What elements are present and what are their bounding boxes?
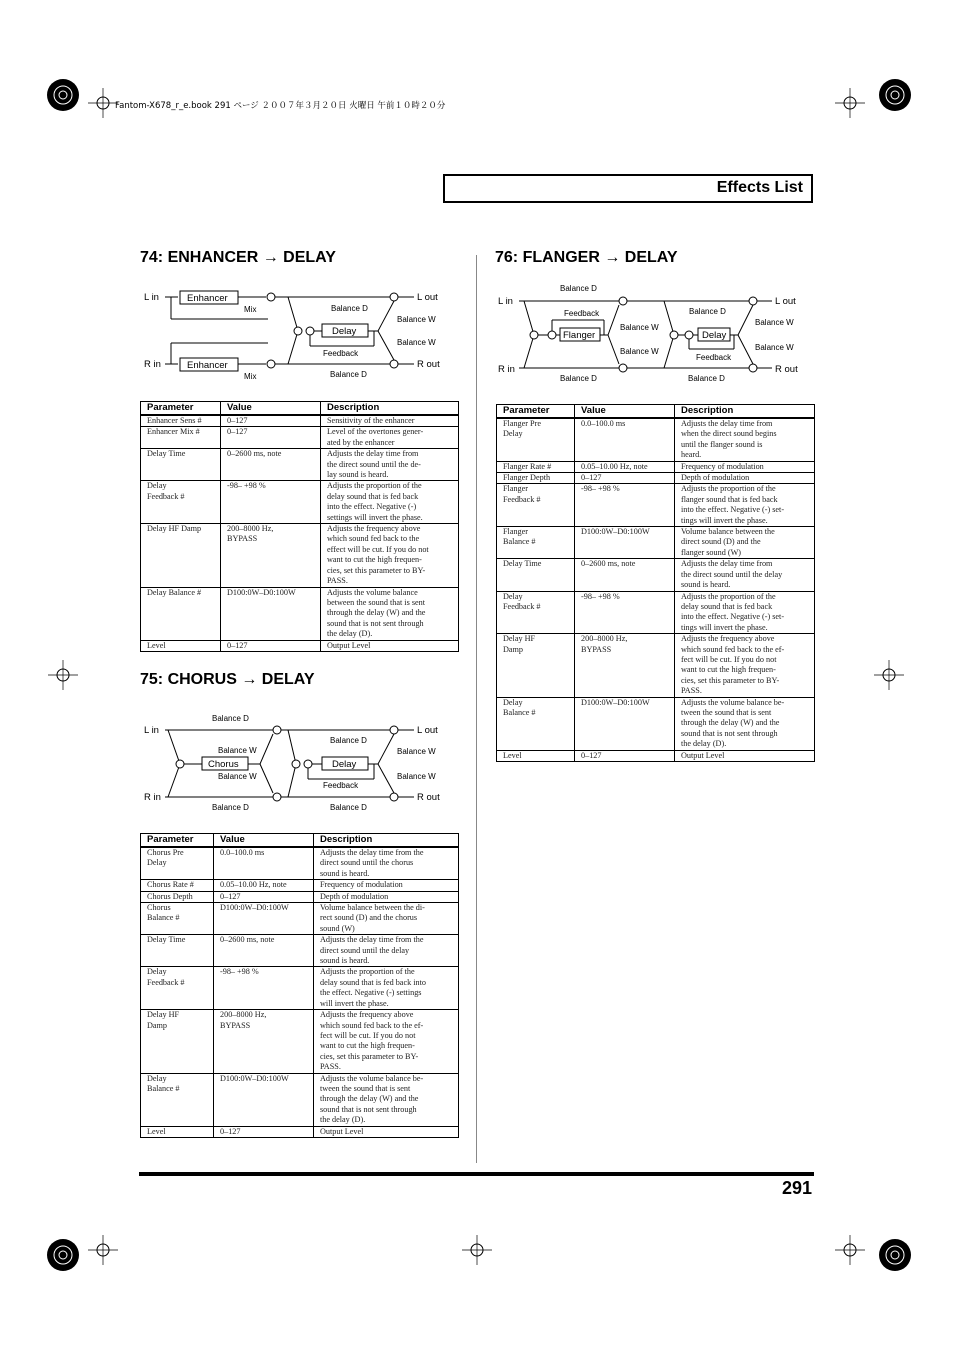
cell-parameter: Enhancer Mix # — [141, 427, 221, 449]
cell-parameter: Delay Balance # — [141, 587, 221, 640]
diagram-74 — [138, 283, 458, 383]
cell-value: 0–127 — [575, 473, 675, 484]
cell-parameter: Flanger Rate # — [497, 461, 575, 472]
label-balance-d-l: Balance D — [330, 736, 367, 745]
label-feedback-delay: Feedback — [696, 353, 732, 362]
label-balance-d-r: Balance D — [330, 803, 367, 812]
cell-value: 0.0–100.0 ms — [575, 418, 675, 461]
label-r-in: R in — [144, 359, 161, 370]
label-balance-w-top: Balance W — [218, 746, 257, 755]
label-mix-r: Mix — [244, 372, 257, 381]
table-row — [141, 427, 459, 449]
cell-description: Output Level — [675, 750, 815, 761]
label-balance-d-top: Balance D — [560, 284, 597, 293]
label-balance-w-r: Balance W — [397, 772, 436, 781]
cell-parameter: Flanger Pre Delay — [497, 418, 575, 461]
label-balance-w-l: Balance W — [397, 315, 436, 324]
cell-description: Adjusts the delay time from the direct sound until the delay sound is heard. — [675, 559, 815, 591]
label-l-out: L out — [775, 296, 796, 307]
cell-value: 0–2600 ms, note — [214, 935, 314, 967]
cell-description: Adjusts the delay time from the direct sound until the chorus sound is heard. — [314, 847, 459, 880]
col-value: Value — [575, 405, 675, 419]
cell-value: D100:0W–D0:100W — [575, 697, 675, 750]
cell-value: 0–127 — [221, 640, 321, 651]
cell-parameter: Delay HF Damp — [141, 524, 221, 587]
cell-description: Frequency of modulation — [675, 461, 815, 472]
table-row — [141, 1073, 459, 1126]
cell-value: D100:0W–D0:100W — [214, 1073, 314, 1126]
label-r-in: R in — [144, 792, 161, 803]
table-row — [497, 697, 815, 750]
registration-mark-top-left — [40, 72, 86, 123]
cell-value: 0.05–10.00 Hz, note — [214, 880, 314, 891]
cell-parameter: Delay HF Damp — [141, 1010, 214, 1073]
block-enhancer-r: Enhancer — [187, 360, 228, 371]
page-number: 291 — [781, 1178, 812, 1198]
label-balance-w-bottom: Balance W — [218, 772, 257, 781]
page-footer-rule — [139, 1172, 814, 1176]
table-row — [141, 481, 459, 524]
table-row — [141, 1126, 459, 1137]
table-row — [141, 640, 459, 651]
col-value: Value — [221, 402, 321, 416]
crosshair-mark-top-right — [835, 88, 865, 123]
cell-parameter: Flanger Depth — [497, 473, 575, 484]
cell-parameter: Delay Time — [497, 559, 575, 591]
cell-value: 200–8000 Hz, BYPASS — [214, 1010, 314, 1073]
table-row — [141, 935, 459, 967]
cell-parameter: Chorus Pre Delay — [141, 847, 214, 880]
cell-description: Adjusts the delay time from the direct sound until the de- lay sound is heard. — [321, 449, 459, 481]
col-description: Description — [314, 834, 459, 848]
table-74 — [140, 401, 459, 652]
table-row — [497, 559, 815, 591]
table-row — [497, 418, 815, 461]
col-parameter: Parameter — [497, 405, 575, 419]
book-header-line: Fantom-X678_r_e.book 291 ページ ２００７年３月２０日 火曜日 午前１０時２０分 — [115, 101, 446, 111]
table-row — [141, 967, 459, 1010]
cell-value: 0.05–10.00 Hz, note — [575, 461, 675, 472]
cell-description: Adjusts the frequency above which sound fed back to the ef- fect will be cut. If you do not want to cut the high frequen- cies, set this parameter to BY- PASS. — [675, 634, 815, 697]
cell-description: Depth of modulation — [314, 891, 459, 902]
col-parameter: Parameter — [141, 402, 221, 416]
label-balance-d-l: Balance D — [689, 307, 726, 316]
label-balance-w-l: Balance W — [397, 747, 436, 756]
col-description: Description — [321, 402, 459, 416]
block-delay: Delay — [702, 330, 727, 341]
label-mix-l: Mix — [244, 305, 257, 314]
table-row — [497, 473, 815, 484]
table-row — [497, 461, 815, 472]
block-enhancer-l: Enhancer — [187, 293, 228, 304]
cell-value: -98– +98 % — [214, 967, 314, 1010]
label-balance-d-r: Balance D — [688, 374, 725, 383]
crosshair-mark-bottom-left — [88, 1235, 118, 1270]
label-balance-d-bottom: Balance D — [560, 374, 597, 383]
cell-description: Adjusts the proportion of the delay sound that is fed back into the effect. Negative (-) settings will invert the phase. — [314, 967, 459, 1010]
table-row — [141, 524, 459, 587]
table-75 — [140, 833, 459, 1138]
table-row — [141, 880, 459, 891]
cell-description: Adjusts the proportion of the delay sound that is fed back into the effect. Negative (-) set- tings will invert the phase. — [675, 591, 815, 634]
cell-description: Adjusts the volume balance between the sound that is sent through the delay (W) and the sound that is not sent through the delay (D). — [321, 587, 459, 640]
table-row — [497, 527, 815, 559]
label-r-out: R out — [417, 792, 440, 803]
label-l-in: L in — [498, 296, 513, 307]
cell-value: 0–2600 ms, note — [575, 559, 675, 591]
diagram-75 — [138, 712, 458, 812]
cell-value: 200–8000 Hz, BYPASS — [575, 634, 675, 697]
cell-value: D100:0W–D0:100W — [214, 903, 314, 935]
table-row — [141, 847, 459, 880]
registration-mark-bottom-left — [40, 1232, 86, 1283]
cell-description: Volume balance between the di- rect sound (D) and the chorus sound (W) — [314, 903, 459, 935]
registration-mark-bottom-right — [872, 1232, 918, 1283]
registration-mark-top-right — [872, 72, 918, 123]
label-balance-w-r: Balance W — [755, 343, 794, 352]
cell-parameter: Delay Time — [141, 935, 214, 967]
heading-76: 76: FLANGER → DELAY — [495, 249, 678, 266]
col-value: Value — [214, 834, 314, 848]
cell-value: -98– +98 % — [221, 481, 321, 524]
cell-description: Adjusts the volume balance be- tween the sound that is sent through the delay (W) and the sound that is not sent through the delay (D). — [675, 697, 815, 750]
block-flanger: Flanger — [563, 330, 596, 341]
cell-parameter: Chorus Depth — [141, 891, 214, 902]
cell-description: Adjusts the proportion of the delay sound that is fed back into the effect. Negative (-) settings will invert the phase. — [321, 481, 459, 524]
heading-75: 75: CHORUS → DELAY — [140, 671, 315, 688]
block-delay: Delay — [332, 326, 357, 337]
crosshair-mark-left — [48, 660, 78, 695]
table-row — [141, 891, 459, 902]
cell-parameter: Delay Feedback # — [141, 481, 221, 524]
label-feedback-flanger: Feedback — [564, 309, 600, 318]
col-description: Description — [675, 405, 815, 419]
label-r-out: R out — [775, 364, 798, 375]
cell-description: Depth of modulation — [675, 473, 815, 484]
cell-description: Adjusts the delay time from the direct sound until the delay sound is heard. — [314, 935, 459, 967]
cell-parameter: Enhancer Sens # — [141, 415, 221, 427]
cell-parameter: Level — [141, 640, 221, 651]
table-row — [497, 634, 815, 697]
cell-parameter: Chorus Balance # — [141, 903, 214, 935]
crosshair-mark-bottom-right — [835, 1235, 865, 1270]
cell-parameter: Flanger Balance # — [497, 527, 575, 559]
label-l-in: L in — [144, 725, 159, 736]
cell-description: Adjusts the delay time from when the direct sound begins until the flanger sound is heard. — [675, 418, 815, 461]
diagram-76 — [494, 279, 814, 389]
section-title: Effects List — [716, 179, 803, 196]
section-header-box — [443, 174, 813, 203]
cell-parameter: Flanger Feedback # — [497, 484, 575, 527]
table-row — [497, 484, 815, 527]
crosshair-mark-right — [874, 660, 904, 695]
column-divider — [476, 255, 477, 1163]
label-r-out: R out — [417, 359, 440, 370]
table-row — [141, 587, 459, 640]
crosshair-mark-bottom-center — [462, 1235, 492, 1270]
cell-value: 0.0–100.0 ms — [214, 847, 314, 880]
table-row — [141, 449, 459, 481]
cell-description: Frequency of modulation — [314, 880, 459, 891]
cell-description: Output Level — [321, 640, 459, 651]
label-balance-d-r: Balance D — [330, 370, 367, 379]
table-row — [141, 415, 459, 427]
cell-parameter: Delay Time — [141, 449, 221, 481]
label-balance-d-l: Balance D — [331, 304, 368, 313]
cell-value: 0–2600 ms, note — [221, 449, 321, 481]
cell-value: D100:0W–D0:100W — [575, 527, 675, 559]
cell-value: -98– +98 % — [575, 484, 675, 527]
cell-value: -98– +98 % — [575, 591, 675, 634]
label-feedback: Feedback — [323, 349, 359, 358]
cell-description: Adjusts the proportion of the flanger sound that is fed back into the effect. Negative (-) set- tings will invert the phase. — [675, 484, 815, 527]
cell-value: 0–127 — [575, 750, 675, 761]
label-balance-w-r: Balance W — [397, 338, 436, 347]
label-balance-w-bottom: Balance W — [620, 347, 659, 356]
cell-description: Sensitivity of the enhancer — [321, 415, 459, 427]
cell-parameter: Delay HF Damp — [497, 634, 575, 697]
block-delay: Delay — [332, 759, 357, 770]
label-l-out: L out — [417, 292, 438, 303]
cell-parameter: Delay Balance # — [497, 697, 575, 750]
cell-parameter: Chorus Rate # — [141, 880, 214, 891]
cell-value: D100:0W–D0:100W — [221, 587, 321, 640]
table-row — [141, 903, 459, 935]
cell-description: Output Level — [314, 1126, 459, 1137]
cell-parameter: Level — [141, 1126, 214, 1137]
cell-parameter: Delay Feedback # — [141, 967, 214, 1010]
label-balance-w-l: Balance W — [755, 318, 794, 327]
label-r-in: R in — [498, 364, 515, 375]
cell-description: Adjusts the frequency above which sound fed back to the ef- fect will be cut. If you do not want to cut the high frequen- cies, set this parameter to BY- PASS. — [314, 1010, 459, 1073]
label-balance-d-bottom: Balance D — [212, 803, 249, 812]
col-parameter: Parameter — [141, 834, 214, 848]
table-row — [497, 591, 815, 634]
label-feedback: Feedback — [323, 781, 359, 790]
table-76 — [496, 404, 815, 762]
cell-parameter: Delay Feedback # — [497, 591, 575, 634]
label-balance-d-top: Balance D — [212, 714, 249, 723]
cell-value: 0–127 — [214, 891, 314, 902]
label-balance-w-top: Balance W — [620, 323, 659, 332]
cell-description: Adjusts the frequency above which sound fed back to the effect will be cut. If you do not want to cut the high frequen- cies, set this parameter to BY- PASS. — [321, 524, 459, 587]
cell-description: Volume balance between the direct sound (D) and the flanger sound (W) — [675, 527, 815, 559]
cell-value: 200–8000 Hz, BYPASS — [221, 524, 321, 587]
crosshair-mark-top — [88, 88, 118, 123]
cell-value: 0–127 — [221, 427, 321, 449]
block-chorus: Chorus — [208, 759, 239, 770]
heading-74: 74: ENHANCER → DELAY — [140, 249, 336, 266]
label-l-out: L out — [417, 725, 438, 736]
table-row — [497, 750, 815, 761]
cell-description: Level of the overtones gener- ated by the enhancer — [321, 427, 459, 449]
cell-parameter: Level — [497, 750, 575, 761]
cell-parameter: Delay Balance # — [141, 1073, 214, 1126]
table-row — [141, 1010, 459, 1073]
label-l-in: L in — [144, 292, 159, 303]
cell-value: 0–127 — [214, 1126, 314, 1137]
cell-description: Adjusts the volume balance be- tween the sound that is sent through the delay (W) and the sound that is not sent through the delay (D). — [314, 1073, 459, 1126]
cell-value: 0–127 — [221, 415, 321, 427]
